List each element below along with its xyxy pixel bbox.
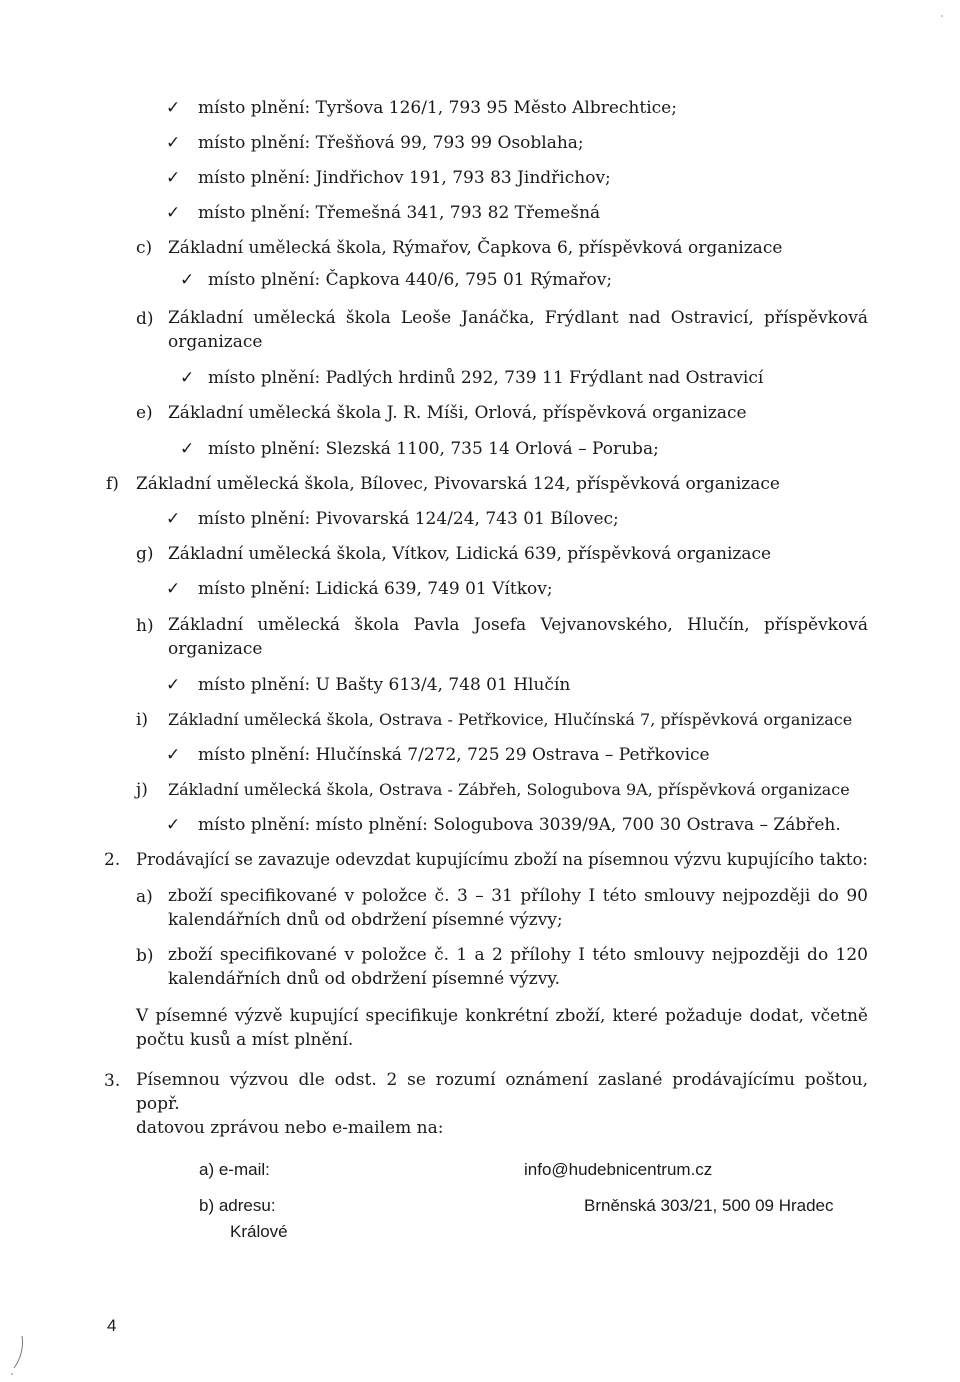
- school-name-j: Základní umělecká škola, Ostrava - Zábřeh, Sologubova 9A, příspěvková organizace: [168, 780, 850, 799]
- section-2-number: 2.: [104, 850, 121, 870]
- email-label: a) e-mail:: [199, 1160, 270, 1179]
- place-line: místo plnění: Třešňová 99, 793 99 Osoblaha;: [198, 133, 584, 153]
- place-line-h: místo plnění: U Bašty 613/4, 748 01 Hlučín: [198, 675, 571, 695]
- check-icon: ✓: [180, 368, 195, 388]
- check-icon: ✓: [180, 439, 195, 459]
- address-label: b) adresu:: [199, 1196, 276, 1215]
- school-name-e: Základní umělecká škola J. R. Míši, Orlová, příspěvková organizace: [168, 403, 747, 423]
- check-icon: ✓: [166, 579, 181, 599]
- place-line-g: místo plnění: Lidická 639, 749 01 Vítkov;: [198, 579, 553, 599]
- school-name-d: Základní umělecká škola Leoše Janáčka, Frýdlant nad Ostravicí, příspěvková organizace: [168, 308, 868, 352]
- section-2-intro: Prodávající se zavazuje odevzdat kupujícímu zboží na písemnou výzvu kupujícího takto:: [136, 850, 868, 869]
- item-label-2a: a): [136, 887, 153, 907]
- check-icon: ✓: [166, 98, 181, 118]
- place-line: místo plnění: Tyršova 126/1, 793 95 Město Albrechtice;: [198, 98, 677, 118]
- check-icon: ✓: [166, 168, 181, 188]
- item-label-c: c): [136, 238, 153, 258]
- check-icon: ✓: [166, 133, 181, 153]
- check-icon: ✓: [166, 203, 181, 223]
- place-line: místo plnění: Třemešná 341, 793 82 Třemešná: [198, 203, 601, 223]
- place-line-d: místo plnění: Padlých hrdinů 292, 739 11 Frýdlant nad Ostravicí: [208, 368, 764, 388]
- section-3-number: 3.: [104, 1071, 121, 1091]
- school-name-c: Základní umělecká škola, Rýmařov, Čapkova 6, příspěvková organizace: [168, 238, 783, 258]
- place-line-f: místo plnění: Pivovarská 124/24, 743 01 Bílovec;: [198, 509, 619, 529]
- section-2-note: V písemné výzvě kupující specifikuje konkrétní zboží, které požaduje dodat, včetně počtu kusů a míst plnění.: [136, 1006, 868, 1050]
- delivery-term-b: zboží specifikované v položce č. 1 a 2 přílohy I této smlouvy nejpozději do 120 kalendářních dnů od obdržení písemné výzvy.: [168, 945, 868, 989]
- school-name-i: Základní umělecká škola, Ostrava - Petřkovice, Hlučínská 7, příspěvková organizace: [168, 710, 853, 729]
- check-icon: ✓: [166, 509, 181, 529]
- email-value[interactable]: info@hudebnicentrum.cz: [524, 1160, 713, 1179]
- address-value: Brněnská 303/21, 500 09 Hradec: [584, 1196, 834, 1215]
- scan-dot-icon: [930, 4, 954, 24]
- item-label-e: e): [136, 403, 153, 423]
- school-name-f: Základní umělecká škola, Bílovec, Pivovarská 124, příspěvková organizace: [136, 474, 780, 494]
- check-icon: ✓: [166, 815, 181, 835]
- page-number: 4: [107, 1316, 117, 1335]
- check-icon: ✓: [166, 675, 181, 695]
- item-label-i: i): [136, 710, 149, 730]
- place-line-e: místo plnění: Slezská 1100, 735 14 Orlová – Poruba;: [208, 439, 659, 459]
- place-line-c: místo plnění: Čapkova 440/6, 795 01 Rýmařov;: [208, 270, 613, 290]
- check-icon: ✓: [166, 745, 181, 765]
- school-name-h: Základní umělecká škola Pavla Josefa Vejvanovského, Hlučín, příspěvková organizace: [168, 615, 868, 659]
- section-3-text: Písemnou výzvou dle odst. 2 se rozumí oznámení zaslané prodávajícímu poštou, popř. datovou zprávou nebo e-mailem na:: [136, 1070, 868, 1138]
- item-label-g: g): [136, 544, 154, 564]
- address-continuation: Králové: [230, 1222, 288, 1241]
- delivery-term-a: zboží specifikované v položce č. 3 – 31 přílohy I této smlouvy nejpozději do 90 kalendářních dnů od obdržení písemné výzvy;: [168, 886, 868, 930]
- place-line: místo plnění: Jindřichov 191, 793 83 Jindřichov;: [198, 168, 611, 188]
- item-label-j: j): [136, 780, 148, 800]
- scan-mark-icon: [6, 1334, 30, 1378]
- check-icon: ✓: [180, 270, 195, 290]
- item-label-h: h): [136, 616, 154, 636]
- place-line-i: místo plnění: Hlučínská 7/272, 725 29 Ostrava – Petřkovice: [198, 745, 710, 765]
- item-label-d: d): [136, 309, 154, 329]
- school-name-g: Základní umělecká škola, Vítkov, Lidická 639, příspěvková organizace: [168, 544, 772, 564]
- item-label-2b: b): [136, 946, 154, 966]
- place-line-j: místo plnění: místo plnění: Sologubova 3039/9A, 700 30 Ostrava – Zábřeh.: [198, 815, 841, 835]
- item-label-f: f): [106, 474, 119, 494]
